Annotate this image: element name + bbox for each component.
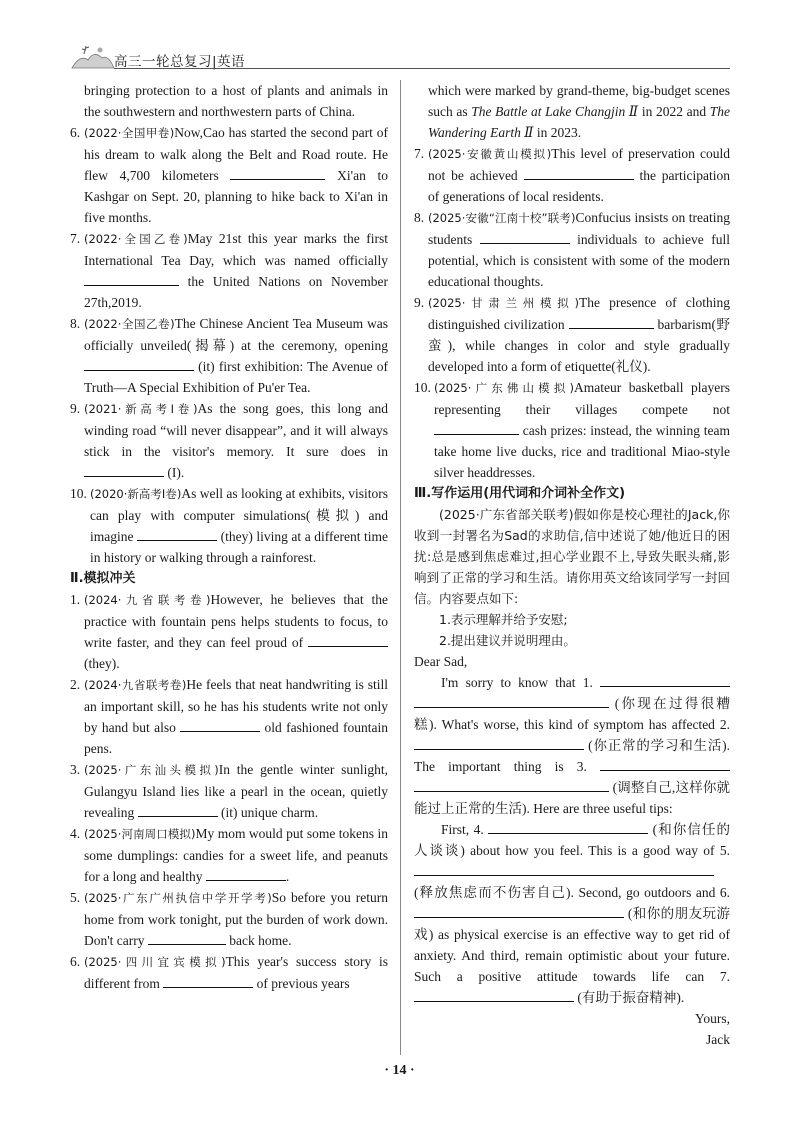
item-number: 5. xyxy=(70,890,81,905)
header-title: 高三一轮总复习|英语 xyxy=(114,54,246,70)
item-text: barbarism(野蛮), while changes in color and style gradually developed into a form of etiquette(礼仪). xyxy=(428,317,731,374)
answer-blank[interactable] xyxy=(137,526,217,541)
letter-text: (你正常的学习和生活). The important thing is 3. xyxy=(414,738,730,774)
item-number: 1. xyxy=(70,592,81,607)
item-text: which were marked by grand-theme, big-budget scenes such as xyxy=(428,83,730,119)
item-number: 7. xyxy=(414,146,425,161)
item-text: May 21st this year marks the first International Tea Day, which was named officially xyxy=(84,231,388,268)
item-source: (2022·全国乙卷) xyxy=(84,317,175,331)
item-source: (2024·九省联考卷) xyxy=(84,593,211,607)
answer-blank[interactable] xyxy=(308,632,388,647)
item-text: (they). xyxy=(84,656,120,671)
item-text: As the song goes, this long and winding road “will never disappear”, and it will always stick in the visitor's memory. It sure does in xyxy=(84,401,388,459)
prompt-point: 1.表示理解并给予安慰; xyxy=(439,612,568,627)
column-divider xyxy=(400,80,401,1055)
film-title: The Wandering Earth Ⅱ xyxy=(428,104,731,140)
answer-blank[interactable] xyxy=(163,973,253,988)
page-header xyxy=(70,40,730,72)
item-text: Xi'an to Kashgar on Sept. 20, planning to hike back to Xi'an in five months. xyxy=(84,168,389,225)
item-source: (2025·广东广州执信中学开学考) xyxy=(84,891,272,905)
exercise-item xyxy=(70,589,388,674)
film-title: The Battle at Lake Changjin Ⅱ xyxy=(471,104,639,119)
exercise-item xyxy=(70,823,388,887)
exercise-item xyxy=(70,674,388,759)
page-number: · 14 · xyxy=(384,1063,415,1078)
section-heading: Ⅱ.模拟冲关 xyxy=(70,571,136,586)
item-text: In the gentle winter sunlight, Gulangyu Island lies like a pearl in the ocean, quietly revealing xyxy=(84,762,388,820)
letter-text: (释放焦虑而不伤害自己). Second, go outdoors and 6. xyxy=(414,885,730,900)
answer-blank[interactable] xyxy=(206,866,286,881)
item-text: old fashioned fountain pens. xyxy=(84,720,388,756)
answer-blank[interactable] xyxy=(414,735,584,750)
item-source: (2025·安徽“江南十校”联考) xyxy=(428,211,576,225)
exercise-item xyxy=(70,887,388,951)
letter-text: (和你的朋友玩游戏) as physical exercise is an effective way to get rid of anxiety. And third, remain optimistic about your future. Such a positive attitude towards life can 7. xyxy=(414,906,730,984)
item-source: (2025·广东佛山模拟) xyxy=(434,381,574,395)
exercise-item xyxy=(70,398,388,483)
item-text: individuals to achieve full potential, which is consistent with some of the modern educational thoughts. xyxy=(428,232,730,289)
letter-text: I'm sorry to know that 1. xyxy=(441,675,593,690)
item-number: 6. xyxy=(70,954,81,969)
item-text: Confucius insists on treating students xyxy=(428,210,730,247)
item-text: He feels that neat handwriting is still an important skill, so he has his students write not only by hand but also xyxy=(84,677,388,735)
continued-text: bringing protection to a host of plants and animals in the southwestern and northwestern parts of China. xyxy=(84,83,388,119)
letter-text: First, 4. xyxy=(441,822,484,837)
answer-blank[interactable] xyxy=(414,987,574,1002)
answer-blank[interactable] xyxy=(138,802,218,817)
item-number: 4. xyxy=(70,826,81,841)
answer-blank[interactable] xyxy=(434,420,519,435)
item-number: 2. xyxy=(70,677,81,692)
continued-text xyxy=(414,80,730,143)
item-text: The Chinese Ancient Tea Museum was officially unveiled(揭幕) at the ceremony, opening xyxy=(84,316,388,353)
letter-text: (和你信任的人谈谈) about how you feel. This is a good way of 5. xyxy=(414,822,731,858)
answer-blank[interactable] xyxy=(180,717,260,732)
exercise-item xyxy=(414,377,730,483)
item-number: 3. xyxy=(70,762,81,777)
item-text: This level of preservation could not be achieved xyxy=(428,146,730,183)
item-source: (2025·甘肃兰州模拟) xyxy=(428,296,579,310)
answer-blank[interactable] xyxy=(84,462,164,477)
item-text: (I). xyxy=(167,465,185,480)
letter-salutation: Dear Sad, xyxy=(414,654,468,669)
item-text: back home. xyxy=(229,933,292,948)
answer-blank[interactable] xyxy=(569,314,654,329)
item-source: (2021·新高考Ⅰ卷) xyxy=(84,402,198,416)
item-text: (it) unique charm. xyxy=(220,805,319,820)
item-source: (2022·全国甲卷) xyxy=(84,126,175,140)
exercise-item xyxy=(414,292,730,377)
letter-text: (你现在过得很糟糕). What's worse, this kind of symptom has affected 2. xyxy=(414,696,730,732)
item-source: (2025·安徽黄山模拟) xyxy=(428,147,552,161)
answer-blank[interactable] xyxy=(524,165,634,180)
answer-blank[interactable] xyxy=(414,693,609,708)
answer-blank[interactable] xyxy=(230,165,325,180)
item-source: (2025·广东汕头模拟) xyxy=(84,763,219,777)
exercise-item xyxy=(414,207,730,292)
item-text: Now,Cao has started the second part of his dream to walk along the Belt and Road route. He flew 4,700 kilometers xyxy=(84,125,388,183)
landscape-logo-icon xyxy=(70,44,116,70)
item-number: 10. xyxy=(414,380,431,395)
letter-body xyxy=(414,672,730,819)
letter-body xyxy=(414,819,730,1008)
writing-prompt: (2025·广东省部关联考)假如你是校心理社的Jack,你收到一封署名为Sad的求助信,信中述说了她/他近日的困扰:总是感到焦虑难过,担心学业跟不上,导致失眠头痛,影响到了正常的学习和生活。请你用英文给该同学写一封回信。内容要点如下: xyxy=(414,507,730,606)
letter-text: (有助于振奋精神). xyxy=(577,990,685,1005)
answer-blank[interactable] xyxy=(600,756,730,771)
item-text: in 2022 and xyxy=(641,104,707,119)
letter-signature: Jack xyxy=(706,1032,730,1047)
answer-blank[interactable] xyxy=(480,229,570,244)
exercise-item xyxy=(70,313,388,398)
item-text: My mom would put some tokens in some dumplings: candies for a sweet life, and peanuts for a long and healthy xyxy=(84,826,388,884)
item-number: 7. xyxy=(70,231,81,246)
item-text: The presence of clothing distinguished civilization xyxy=(428,295,730,332)
exercise-item xyxy=(70,759,388,823)
item-number: 8. xyxy=(70,316,81,331)
item-source: (2024·九省联考卷) xyxy=(84,678,187,692)
answer-blank[interactable] xyxy=(84,271,179,286)
answer-blank[interactable] xyxy=(84,356,194,371)
answer-blank[interactable] xyxy=(414,861,714,876)
exercise-item xyxy=(414,143,730,207)
item-text: in 2023. xyxy=(536,125,582,140)
item-text: of previous years xyxy=(256,976,350,991)
header-rule xyxy=(114,68,730,69)
item-text: This year's success story is different from xyxy=(84,954,388,991)
item-text: (it) first exhibition: The Avenue of Truth—A Special Exhibition of Pu'er Tea. xyxy=(84,359,388,395)
exercise-item xyxy=(70,951,388,994)
letter-text: (调整自己,这样你就能过上正常的生活). Here are three useful tips: xyxy=(414,780,731,816)
item-text: . xyxy=(285,869,290,884)
item-text: the participation of generations of local residents. xyxy=(428,168,731,204)
answer-blank[interactable] xyxy=(414,903,624,918)
item-number: 9. xyxy=(414,295,425,310)
right-column xyxy=(414,80,730,1050)
section-heading: Ⅲ.写作运用(用代词和介词补全作文) xyxy=(414,486,626,501)
letter-closing: Yours, xyxy=(694,1011,730,1026)
item-text: So before you return home from work tonight, put the burden of work down. Don't carry xyxy=(84,890,388,948)
answer-blank[interactable] xyxy=(414,777,609,792)
item-source: (2025·河南周口模拟) xyxy=(84,827,196,841)
item-text: cash prizes: instead, the winning team take home live ducks, rice and traditional Miao-style silver headdresses. xyxy=(434,423,730,480)
answer-blank[interactable] xyxy=(488,819,648,834)
exercise-item xyxy=(70,122,388,228)
item-source: (2025·四川宜宾模拟) xyxy=(84,955,226,969)
exercise-item xyxy=(70,228,388,313)
left-column xyxy=(70,80,388,994)
item-number: 9. xyxy=(70,401,81,416)
item-text: the United Nations on November 27th,2019. xyxy=(84,274,388,310)
item-number: 10. xyxy=(70,486,87,501)
prompt-point: 2.提出建议并说明理由。 xyxy=(439,633,576,648)
item-source: (2020·新高考Ⅰ卷) xyxy=(90,487,182,501)
item-number: 6. xyxy=(70,125,81,140)
answer-blank[interactable] xyxy=(600,672,730,687)
item-text: As well as looking at exhibits, visitors can play with computer simulations(模拟) and imagine xyxy=(90,486,388,544)
answer-blank[interactable] xyxy=(148,930,226,945)
exercise-item xyxy=(70,483,388,568)
item-source: (2022·全国乙卷) xyxy=(84,232,188,246)
item-number: 8. xyxy=(414,210,425,225)
item-text: Amateur basketball players representing their villages compete not xyxy=(434,380,730,417)
item-text: (they) living at a different time in history or walking through a rainforest. xyxy=(90,529,388,565)
item-text: However, he believes that the practice with fountain pens helps students to focus, to write faster, and they can feel proud of xyxy=(84,592,388,650)
